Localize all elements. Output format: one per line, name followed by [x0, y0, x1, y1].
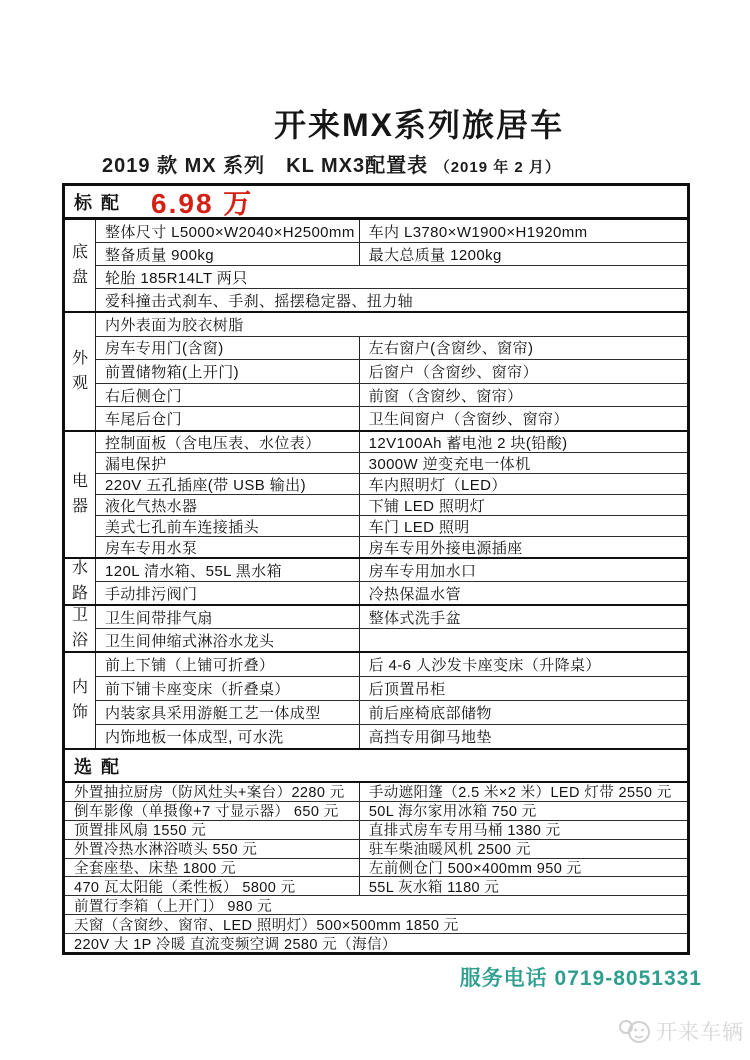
spec-cell-right: 房车专用加水口	[368, 562, 477, 580]
spec-cell-left: 手动排污阀门	[96, 582, 360, 604]
spec-cell-left: 车尾后仓门	[96, 407, 360, 430]
spec-row	[96, 653, 687, 677]
spec-row	[96, 629, 687, 651]
page-subtitle	[102, 149, 561, 178]
spec-cell-right: 后顶置吊柜	[368, 681, 446, 698]
spec-cell-right: 前后座椅底部储物	[368, 705, 492, 722]
spec-cell-right: 卫生间窗户（含窗纱、窗帘）	[368, 411, 569, 429]
page-title: 开来MX系列旅居车	[273, 107, 564, 143]
spec-cell-right: 高挡专用御马地垫	[368, 729, 492, 746]
spec-cell-left: 房车专用门(含窗)	[96, 337, 360, 360]
standard-config-label: 标 配	[74, 192, 122, 213]
spec-cell-right: 冷热保温水管	[368, 585, 461, 603]
section-rows-electrical	[96, 432, 687, 557]
section-water	[65, 559, 687, 606]
section-bathroom	[65, 606, 687, 653]
spec-cell-left: 内装家具采用游艇工艺一体成型	[96, 701, 360, 724]
spec-cell-right: 55L 灰水箱 1180 元	[368, 879, 500, 896]
brand-watermark-text: 开来车辆	[656, 1021, 744, 1044]
spec-row	[96, 313, 687, 337]
section-rows-chassis	[96, 220, 687, 311]
spec-table	[62, 183, 690, 955]
optional-config-header	[65, 750, 687, 783]
spec-cell-left: 右后侧仓门	[96, 384, 360, 407]
spec-row	[96, 243, 687, 266]
spec-cell-left: 液化气热水器	[96, 495, 360, 515]
spec-row	[65, 859, 687, 878]
spec-cell-full: 内外表面为胶衣树脂	[105, 316, 244, 334]
spec-row	[96, 516, 687, 537]
spec-row	[96, 582, 687, 604]
category-label-chassis: 底盘	[65, 220, 96, 311]
spec-cell-right: 后窗户（含窗纱、窗帘）	[368, 363, 538, 381]
spec-cell-full: 爱科撞击式刹车、手刹、摇摆稳定器、扭力轴	[105, 292, 414, 310]
spec-cell-left: 前上下铺（上铺可折叠）	[96, 653, 360, 676]
spec-row	[96, 474, 687, 495]
spec-cell-left: 房车专用水泵	[96, 537, 360, 557]
spec-cell-left: 外置冷热水淋浴喷头 550 元	[65, 840, 360, 858]
spec-cell-left: 美式七孔前车连接插头	[96, 516, 360, 536]
spec-cell-full: 轮胎 185R14LT 两只	[105, 269, 248, 287]
spec-row	[65, 896, 687, 915]
spec-cell-left: 控制面板（含电压表、水位表）	[96, 432, 360, 452]
spec-cell-right: 房车专用外接电源插座	[368, 539, 523, 557]
brand-mascot-icon	[617, 1017, 653, 1045]
spec-row	[96, 495, 687, 516]
spec-row	[96, 220, 687, 243]
section-rows-exterior	[96, 313, 687, 430]
spec-row	[96, 559, 687, 582]
standard-config-price: 6.98 万	[151, 187, 254, 219]
spec-cell-left: 前下铺卡座变床（折叠桌）	[96, 677, 360, 700]
spec-cell-left: 120L 清水箱、55L 黑水箱	[96, 559, 360, 581]
section-interior	[65, 653, 687, 750]
spec-cell-left: 全套座垫、床垫 1800 元	[65, 859, 360, 877]
spec-cell-left: 漏电保护	[96, 453, 360, 473]
spec-cell-right: 最大总质量 1200kg	[368, 246, 502, 264]
spec-cell-right: 左前侧仓门 500×400mm 950 元	[368, 861, 582, 877]
spec-cell-left: 整体尺寸 L5000×W2040×H2500mm	[96, 220, 360, 242]
spec-cell-left: 整备质量 900kg	[96, 243, 360, 265]
spec-row	[65, 802, 687, 821]
spec-cell-left: 卫生间伸缩式淋浴水龙头	[96, 629, 360, 651]
spec-cell-left: 倒车影像（单摄像+7 寸显示器） 650 元	[65, 802, 360, 820]
spec-cell-left: 卫生间带排气扇	[96, 606, 360, 628]
spec-cell-right: 车内 L3780×W1900×H1920mm	[368, 223, 588, 241]
spec-cell-right: 车内照明灯（LED）	[368, 476, 507, 494]
category-label-interior: 内饰	[65, 653, 96, 748]
spec-cell-full: 天窗（含窗纱、窗帘、LED 照明灯）500×500mm 1850 元	[74, 917, 459, 934]
spec-cell-right: 直排式房车专用马桶 1380 元	[368, 823, 561, 839]
spec-row	[65, 915, 687, 934]
section-rows-bathroom	[96, 606, 687, 651]
spec-cell-left: 470 瓦太阳能（柔性板） 5800 元	[65, 877, 360, 895]
spec-row	[96, 384, 687, 408]
service-phone: 服务电话 0719-8051331	[459, 967, 702, 990]
spec-cell-left: 220V 五孔插座(带 USB 输出)	[96, 474, 360, 494]
section-rows-water	[96, 559, 687, 604]
section-exterior	[65, 313, 687, 432]
optional-config-label: 选 配	[74, 756, 122, 777]
spec-cell-right	[360, 629, 687, 651]
spec-cell-right: 3000W 逆变充电一体机	[368, 455, 531, 473]
spec-row	[65, 840, 687, 859]
spec-cell-right: 后 4-6 人沙发卡座变床（升降桌）	[368, 657, 601, 674]
spec-row	[96, 701, 687, 725]
spec-row	[96, 337, 687, 361]
spec-row	[96, 725, 687, 748]
spec-row	[96, 407, 687, 430]
category-label-electrical: 电器	[65, 432, 96, 557]
brand-watermark	[617, 1016, 744, 1046]
spec-cell-right: 50L 海尔家用冰箱 750 元	[368, 804, 537, 820]
section-electrical	[65, 432, 687, 559]
spec-cell-right: 左右窗户(含窗纱、窗帘)	[368, 340, 534, 358]
spec-row	[96, 289, 687, 311]
subtitle-note: （2019 年 2 月）	[434, 159, 561, 176]
spec-cell-right: 手动遮阳篷（2.5 米×2 米）LED 灯带 2550 元	[368, 785, 672, 801]
spec-row	[96, 432, 687, 453]
spec-cell-right: 12V100Ah 蓄电池 2 块(铅酸)	[368, 434, 568, 452]
spec-row	[65, 783, 687, 802]
spec-cell-left: 顶置排风扇 1550 元	[65, 821, 360, 839]
spec-cell-left: 外置抽拉厨房（防风灶头+案台）2280 元	[65, 783, 360, 801]
spec-cell-right: 驻车柴油暖风机 2500 元	[368, 842, 531, 858]
spec-cell-right: 车门 LED 照明	[368, 518, 470, 536]
spec-cell-right: 下铺 LED 照明灯	[368, 497, 486, 515]
spec-cell-full: 前置行李箱（上开门） 980 元	[74, 898, 273, 915]
spec-row	[65, 934, 687, 952]
spec-row	[65, 821, 687, 840]
spec-row	[96, 266, 687, 289]
category-label-exterior: 外观	[65, 313, 96, 430]
category-label-bathroom: 卫浴	[65, 606, 96, 651]
spec-cell-right: 前窗（含窗纱、窗帘）	[368, 387, 523, 405]
spec-row	[96, 677, 687, 701]
spec-cell-right: 整体式洗手盆	[368, 609, 461, 627]
category-label-water: 水路	[65, 559, 96, 604]
spec-cell-left: 内饰地板一体成型, 可水洗	[96, 725, 360, 748]
subtitle-main: 2019 款 MX 系列 KL MX3配置表	[102, 155, 429, 177]
spec-row	[96, 537, 687, 557]
spec-row	[96, 606, 687, 629]
spec-row	[96, 360, 687, 384]
spec-cell-full: 220V 大 1P 冷暖 直流变频空调 2580 元（海信）	[74, 936, 397, 953]
section-rows-interior	[96, 653, 687, 748]
spec-cell-left: 前置储物箱(上开门)	[96, 360, 360, 383]
spec-row	[96, 453, 687, 474]
section-chassis	[65, 220, 687, 313]
spec-row	[65, 877, 687, 896]
optional-rows	[65, 783, 687, 952]
standard-config-header	[65, 186, 687, 220]
